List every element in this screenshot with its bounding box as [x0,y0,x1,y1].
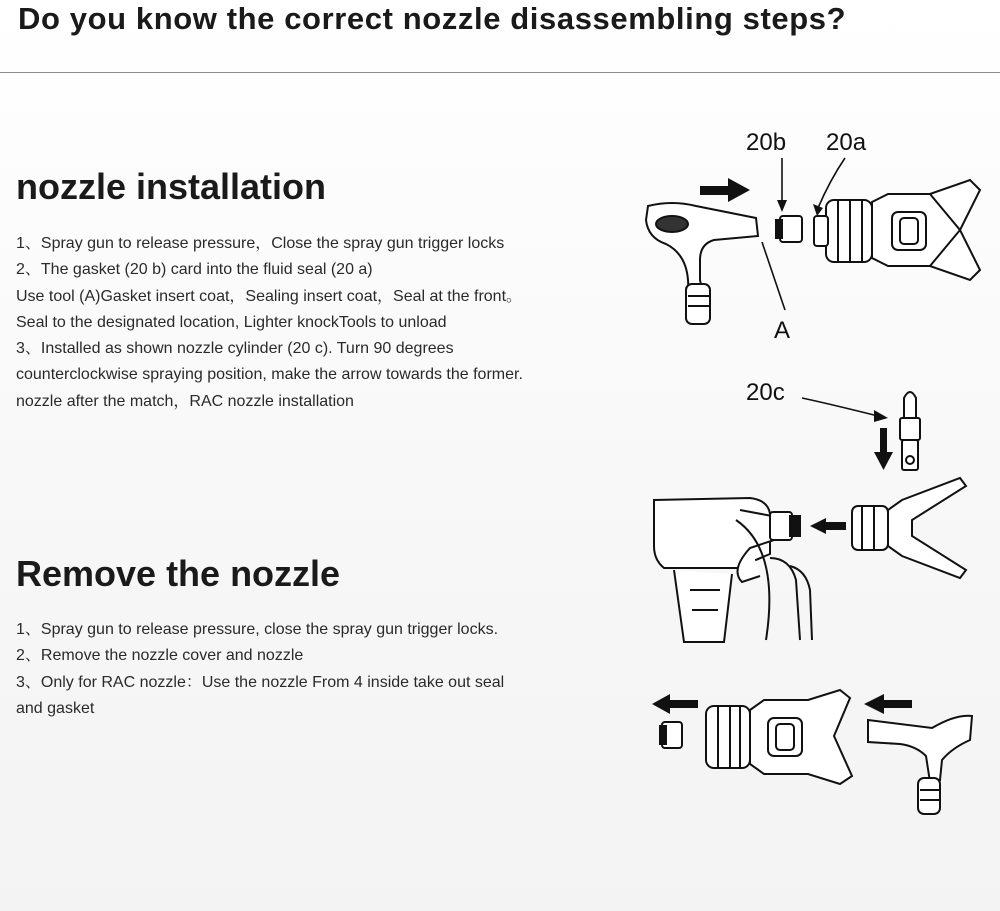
nozzle-guard-icon [706,690,852,784]
installation-step-line: nozzle after the match，RAC nozzle installation [16,392,354,410]
callout-lines [802,398,888,422]
left-arrow-icon [652,694,698,714]
nozzle-cylinder-diagram [740,370,990,480]
nozzle-guard-icon [814,180,980,280]
push-arrow-icon [864,694,912,714]
header-divider [0,72,1000,73]
installation-step-line: counterclockwise spraying position, make the arrow towards the former. [16,366,523,384]
installation-steps [16,231,523,415]
label-20a: 20a [826,129,867,156]
push-arrow-icon [700,178,750,202]
label-20c: 20c [746,379,785,406]
removal-title: Remove the nozzle [16,553,341,594]
removal-steps [16,617,504,722]
removal-tool-icon [646,203,758,324]
installation-step-line: Seal to the designated location, Lighter knockTools to unload [16,313,447,331]
removal-step-line: and gasket [16,699,95,717]
installation-step-line: Use tool (A)Gasket insert coat，Sealing insert coat，Seal at the front。 [16,287,523,305]
label-20b: 20b [746,129,787,156]
removal-diagram [640,670,980,820]
nozzle-cylinder-icon [900,392,920,470]
removal-step-line: 3、Only for RAC nozzle：Use the nozzle From 4 inside take out seal [16,673,505,691]
removal-tool-icon [868,716,972,814]
removal-step-line: 1、Spray gun to release pressure, close the spray gun trigger locks. [16,621,499,638]
installation-step-line: 1、Spray gun to release pressure，Close the spray gun trigger locks [16,235,505,252]
spray-gun-diagram [640,470,980,650]
installation-step-line: 3、Installed as shown nozzle cylinder (20 c). Turn 90 degrees [16,340,454,358]
spray-gun-icon [654,498,812,642]
gasket-icon [776,216,802,242]
installation-diagram [630,120,1000,350]
down-arrow-icon [874,428,893,470]
installation-title: nozzle installation [16,166,327,207]
removal-step-line: 2、Remove the nozzle cover and nozzle [16,647,304,665]
insert-arrow-icon [810,518,846,534]
installation-step-line: 2、The gasket (20 b) card into the fluid seal (20 a) [16,261,373,279]
gasket-icon [660,722,682,748]
nozzle-guard-icon [852,478,966,578]
page-title: Do you know the correct nozzle disassembling steps? [18,1,847,36]
label-a: A [774,317,791,344]
